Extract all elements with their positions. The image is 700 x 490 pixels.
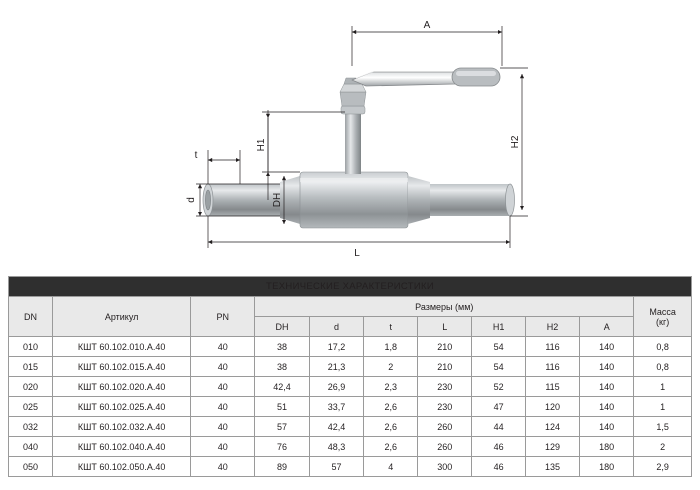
cell-t: 2,6 <box>364 397 418 417</box>
label-d: d <box>186 197 197 203</box>
cell-d: 57 <box>309 457 364 477</box>
technical-characteristics-table <box>8 276 692 477</box>
valve-stem <box>345 112 361 174</box>
cell-a: 180 <box>580 457 634 477</box>
cell-t: 1,8 <box>364 337 418 357</box>
cell-mass: 0,8 <box>634 357 692 377</box>
cell-dn: 025 <box>9 397 53 417</box>
label-H1: H1 <box>256 138 267 152</box>
cell-t: 2,3 <box>364 377 418 397</box>
cell-l: 260 <box>418 437 472 457</box>
cell-dn: 015 <box>9 357 53 377</box>
cell-h1: 44 <box>472 417 526 437</box>
cell-dn: 040 <box>9 437 53 457</box>
cell-a: 140 <box>580 377 634 397</box>
header-sizes: Размеры (мм) <box>255 297 634 317</box>
cell-d: 26,9 <box>309 377 364 397</box>
cell-h1: 46 <box>472 457 526 477</box>
cell-h2: 124 <box>525 417 579 437</box>
right-pipe <box>430 184 510 216</box>
table-row <box>9 357 692 377</box>
cell-t: 2,6 <box>364 437 418 457</box>
cell-article: КШТ 60.102.040.А.40 <box>53 437 191 457</box>
table-title: ТЕХНИЧЕСКИЕ ХАРАКТЕРИСТИКИ <box>9 277 692 297</box>
cell-dh: 57 <box>255 417 310 437</box>
header-mass-line1: Масса <box>649 306 676 317</box>
cell-mass: 2 <box>634 437 692 457</box>
table-row <box>9 337 692 357</box>
cell-pn: 40 <box>191 437 255 457</box>
cell-mass: 1,5 <box>634 417 692 437</box>
cell-h1: 54 <box>472 357 526 377</box>
cell-dh: 89 <box>255 457 310 477</box>
table-row <box>9 377 692 397</box>
header-article: Артикул <box>53 297 191 337</box>
header-pn: PN <box>191 297 255 337</box>
cell-dn: 010 <box>9 337 53 357</box>
cell-article: КШТ 60.102.025.А.40 <box>53 397 191 417</box>
cell-pn: 40 <box>191 337 255 357</box>
header-size-h1: H1 <box>472 317 526 337</box>
label-DH: DH <box>272 192 283 208</box>
cell-mass: 1 <box>634 397 692 417</box>
cell-h2: 120 <box>525 397 579 417</box>
cell-l: 230 <box>418 397 472 417</box>
cell-l: 210 <box>418 357 472 377</box>
cell-h1: 46 <box>472 437 526 457</box>
table-row <box>9 437 692 457</box>
cell-a: 140 <box>580 357 634 377</box>
cell-pn: 40 <box>191 377 255 397</box>
header-size-a: A <box>580 317 634 337</box>
handle-grip <box>452 68 500 86</box>
header-size-h2: H2 <box>525 317 579 337</box>
cell-d: 48,3 <box>309 437 364 457</box>
cell-dn: 050 <box>9 457 53 477</box>
cell-h2: 116 <box>525 337 579 357</box>
cell-t: 4 <box>364 457 418 477</box>
header-size-dh: DH <box>255 317 310 337</box>
cell-pn: 40 <box>191 357 255 377</box>
cell-l: 300 <box>418 457 472 477</box>
cell-d: 21,3 <box>309 357 364 377</box>
cell-dh: 38 <box>255 337 310 357</box>
cell-h1: 54 <box>472 337 526 357</box>
cell-l: 230 <box>418 377 472 397</box>
cell-a: 140 <box>580 417 634 437</box>
cell-article: КШТ 60.102.050.А.40 <box>53 457 191 477</box>
cell-h1: 52 <box>472 377 526 397</box>
cell-h2: 135 <box>525 457 579 477</box>
stem-nut <box>340 92 366 106</box>
cell-mass: 1 <box>634 377 692 397</box>
label-t: t <box>194 150 198 161</box>
label-H2: H2 <box>510 135 521 149</box>
cell-article: КШТ 60.102.015.А.40 <box>53 357 191 377</box>
header-mass-line2: (кг) <box>656 316 670 327</box>
cell-t: 2 <box>364 357 418 377</box>
table-row <box>9 417 692 437</box>
cell-l: 210 <box>418 337 472 357</box>
label-L: L <box>354 248 360 259</box>
cell-h2: 115 <box>525 377 579 397</box>
cell-h1: 47 <box>472 397 526 417</box>
cell-a: 140 <box>580 397 634 417</box>
header-mass <box>634 297 692 337</box>
cell-article: КШТ 60.102.010.А.40 <box>53 337 191 357</box>
cell-pn: 40 <box>191 417 255 437</box>
cell-d: 42,4 <box>309 417 364 437</box>
cell-d: 17,2 <box>309 337 364 357</box>
cell-dh: 51 <box>255 397 310 417</box>
cell-dh: 76 <box>255 437 310 457</box>
cell-h2: 129 <box>525 437 579 457</box>
cell-dh: 42,4 <box>255 377 310 397</box>
header-size-l: L <box>418 317 472 337</box>
cell-pn: 40 <box>191 397 255 417</box>
cell-article: КШТ 60.102.032.А.40 <box>53 417 191 437</box>
cell-a: 140 <box>580 337 634 357</box>
cell-dn: 032 <box>9 417 53 437</box>
cell-dh: 38 <box>255 357 310 377</box>
left-pipe <box>208 184 280 216</box>
cell-l: 260 <box>418 417 472 437</box>
cell-h2: 116 <box>525 357 579 377</box>
cell-pn: 40 <box>191 457 255 477</box>
valve-illustration <box>203 68 515 228</box>
table-row <box>9 397 692 417</box>
header-size-d: d <box>309 317 364 337</box>
header-dn: DN <box>9 297 53 337</box>
cell-d: 33,7 <box>309 397 364 417</box>
table-header-row-1 <box>9 297 692 317</box>
cell-dn: 020 <box>9 377 53 397</box>
cell-mass: 0,8 <box>634 337 692 357</box>
label-A: A <box>423 20 431 31</box>
table-row <box>9 457 692 477</box>
cell-mass: 2,9 <box>634 457 692 477</box>
cell-a: 180 <box>580 437 634 457</box>
table-title-row <box>9 277 692 297</box>
header-size-t: t <box>364 317 418 337</box>
cell-t: 2,6 <box>364 417 418 437</box>
cell-article: КШТ 60.102.020.А.40 <box>53 377 191 397</box>
